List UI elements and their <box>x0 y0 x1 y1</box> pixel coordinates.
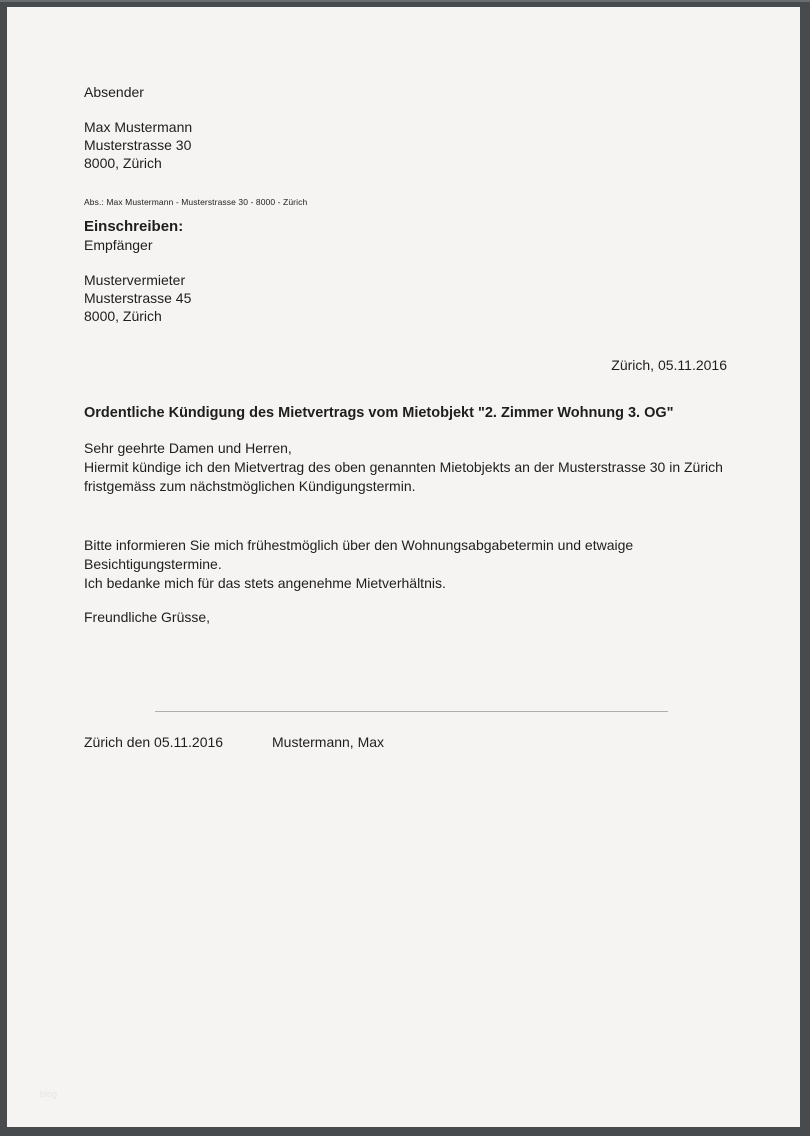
registered-block <box>84 218 739 254</box>
closing-line: Freundliche Grüsse, <box>84 609 211 625</box>
info-paragraph <box>84 536 739 593</box>
letter-paper <box>7 7 800 1127</box>
sender-address-block <box>84 118 739 172</box>
body-paragraph-1: Hiermit kündige ich den Mietvertrag des oben genannten Mietobjekts an der Musterstrasse 30 in Zürich fristgemäss zum nächstmöglichen Kündigungstermin. <box>84 459 723 494</box>
signature-name: Mustermann, Max <box>272 734 385 750</box>
recipient-street: Musterstrasse 45 <box>84 290 192 306</box>
watermark-text: blog <box>40 1089 58 1099</box>
subject-line: Ordentliche Kündigung des Mietvertrags vom Mietobjekt "2. Zimmer Wohnung 3. OG" <box>84 405 674 421</box>
recipient-city: 8000, Zürich <box>84 308 162 324</box>
sender-street: Musterstrasse 30 <box>84 137 192 153</box>
place-date-line: Zürich, 05.11.2016 <box>611 357 727 373</box>
letter-content <box>7 7 739 752</box>
salutation: Sehr geehrte Damen und Herren, <box>84 440 292 456</box>
recipient-name: Mustervermieter <box>84 272 186 288</box>
recipient-label: Empfänger <box>84 237 153 253</box>
registered-mail-label: Einschreiben: <box>84 218 184 235</box>
recipient-address-block <box>84 271 739 325</box>
sender-name: Max Mustermann <box>84 119 193 135</box>
greeting-paragraph <box>84 439 739 496</box>
body-paragraph-3: Ich bedanke mich für das stets angenehme Mietverhältnis. <box>84 575 446 591</box>
body-paragraph-2: Bitte informieren Sie mich frühestmöglich über den Wohnungsabgabetermin und etwaige Besichtigungstermine. <box>84 537 634 572</box>
signature-date: Zürich den 05.11.2016 <box>84 734 224 750</box>
signature-divider <box>155 711 668 712</box>
frame-top-highlight <box>0 0 810 2</box>
sender-label: Absender <box>84 84 144 100</box>
signature-row <box>84 733 739 752</box>
sender-city: 8000, Zürich <box>84 155 162 171</box>
sender-return-line: Abs.: Max Mustermann - Musterstrasse 30 - 8000 - Zürich <box>84 197 308 207</box>
